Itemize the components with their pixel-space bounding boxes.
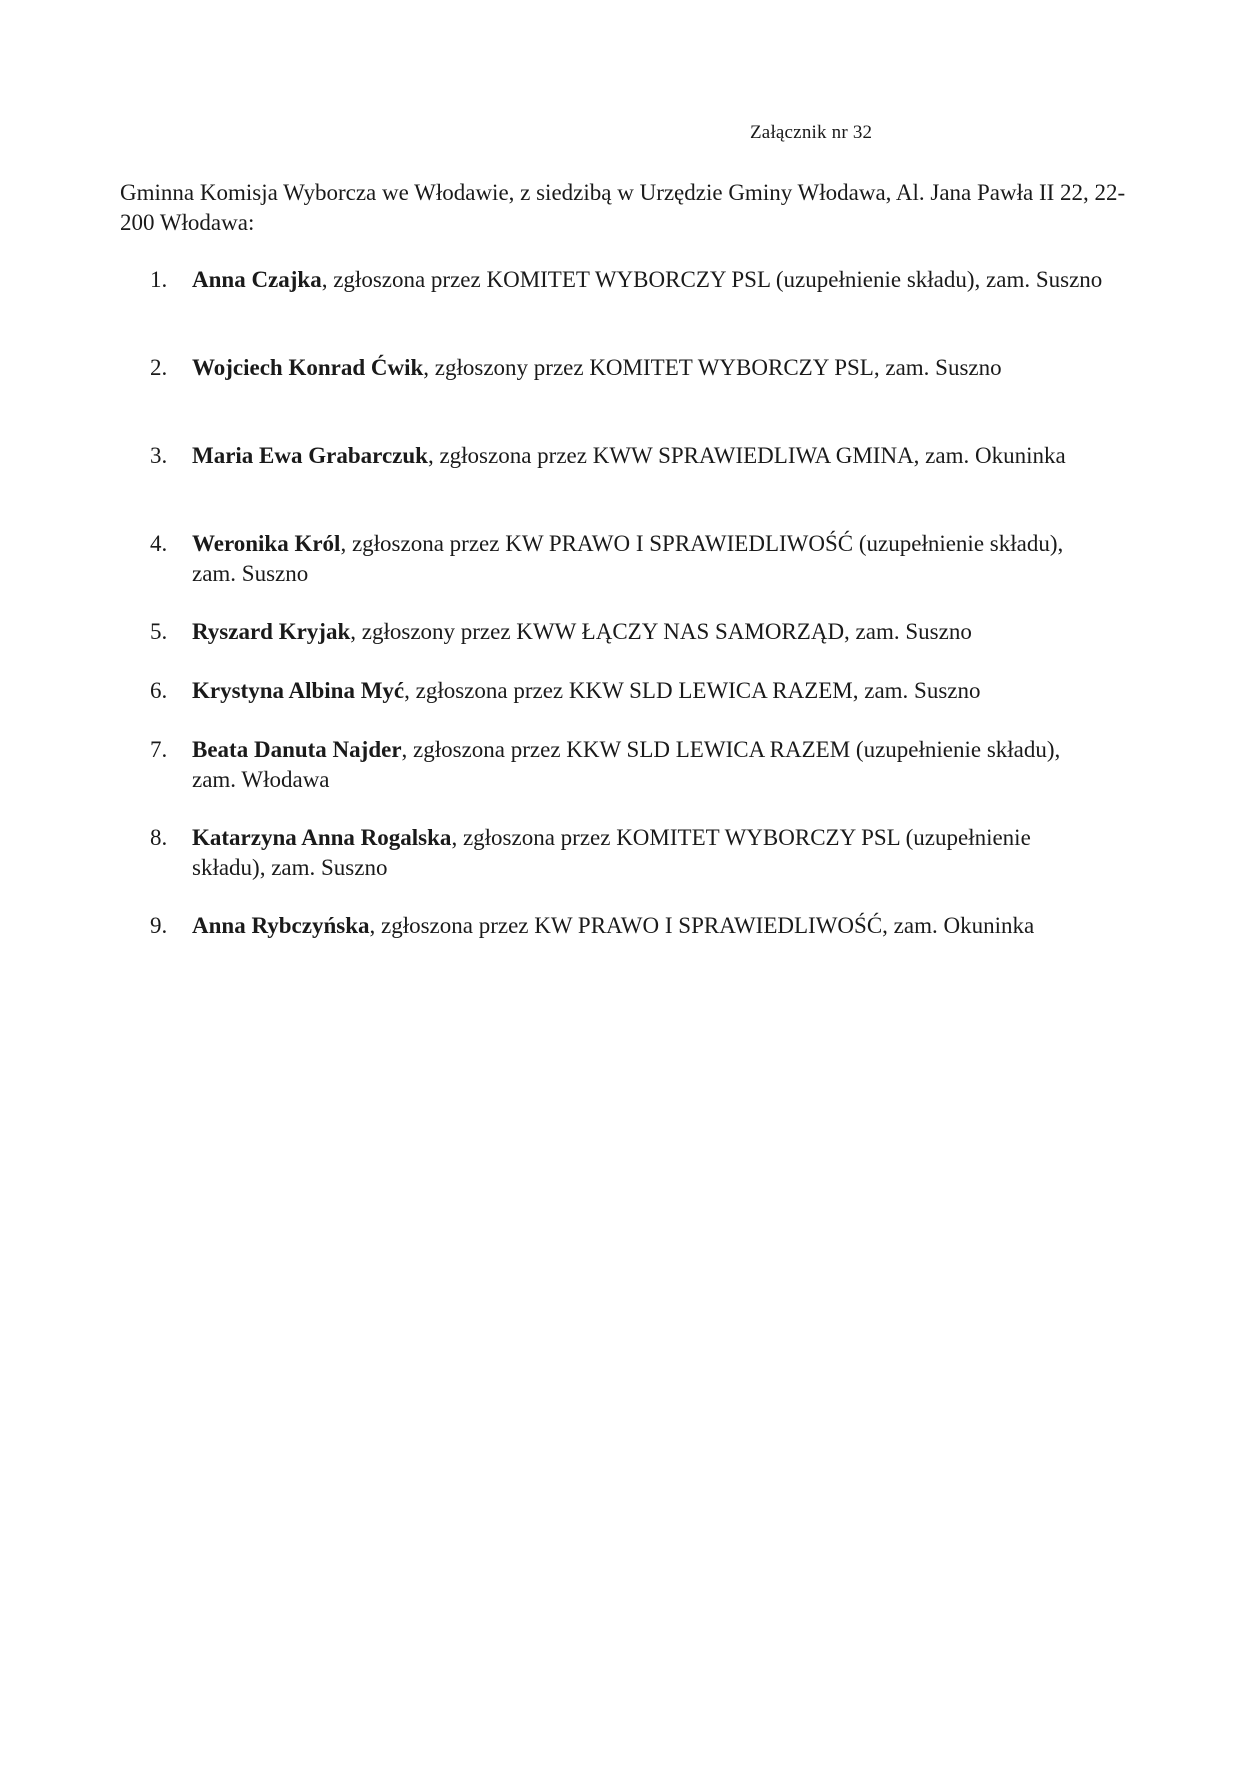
member-entry xyxy=(192,529,1107,589)
member-name: Anna Czajka xyxy=(192,267,322,292)
member-number: 6. xyxy=(150,678,168,703)
member-entry xyxy=(192,735,1107,795)
member-name: Wojciech Konrad Ćwik xyxy=(192,355,424,380)
member-name: Ryszard Kryjak xyxy=(192,619,351,644)
member-entry xyxy=(192,823,1107,883)
attachment-label: Załącznik nr 32 xyxy=(750,122,873,143)
member-number: 3. xyxy=(150,443,168,468)
member-number: 4. xyxy=(150,531,168,556)
member-name: Krystyna Albina Myć xyxy=(192,678,405,703)
member-number: 1. xyxy=(150,267,168,292)
member-entry xyxy=(192,676,1107,706)
member-number: 5. xyxy=(150,619,168,644)
member-name: Maria Ewa Grabarczuk xyxy=(192,443,428,468)
member-name: Beata Danuta Najder xyxy=(192,737,402,762)
member-details: , zgłoszona przez KW PRAWO I SPRAWIEDLIWOŚĆ, zam. Okuninka xyxy=(369,913,1035,938)
member-name: Katarzyna Anna Rogalska xyxy=(192,825,452,850)
member-details: , zgłoszony przez KWW ŁĄCZY NAS SAMORZĄD, zam. Suszno xyxy=(350,619,972,644)
member-details: , zgłoszony przez KOMITET WYBORCZY PSL, zam. Suszno xyxy=(423,355,1002,380)
member-entry xyxy=(192,265,1107,295)
member-name: Weronika Król xyxy=(192,531,341,556)
member-entry xyxy=(192,617,1107,647)
member-details: , zgłoszona przez KWW SPRAWIEDLIWA GMINA, zam. Okuninka xyxy=(427,443,1066,468)
member-details: , zgłoszona przez KKW SLD LEWICA RAZEM (uzupełnienie składu), zam. Włodawa xyxy=(192,737,1061,792)
member-entry xyxy=(192,353,1107,383)
member-details: , zgłoszona przez KOMITET WYBORCZY PSL (uzupełnienie składu), zam. Suszno xyxy=(192,825,1031,880)
member-number: 9. xyxy=(150,913,168,938)
member-entry xyxy=(192,911,1107,941)
member-details: , zgłoszona przez KW PRAWO I SPRAWIEDLIWOŚĆ (uzupełnienie składu), zam. Suszno xyxy=(192,531,1064,586)
member-number: 8. xyxy=(150,825,168,850)
member-name: Anna Rybczyńska xyxy=(192,913,370,938)
member-details: , zgłoszona przez KOMITET WYBORCZY PSL (uzupełnienie składu), zam. Suszno xyxy=(321,267,1103,292)
member-details: , zgłoszona przez KKW SLD LEWICA RAZEM, zam. Suszno xyxy=(404,678,981,703)
commission-intro: Gminna Komisja Wyborcza we Włodawie, z siedzibą w Urzędzie Gminy Włodawa, Al. Jana Pawła II 22, 22-200 Włodawa: xyxy=(120,180,1126,235)
member-entry xyxy=(192,441,1107,471)
member-number: 7. xyxy=(150,737,168,762)
member-number: 2. xyxy=(150,355,168,380)
